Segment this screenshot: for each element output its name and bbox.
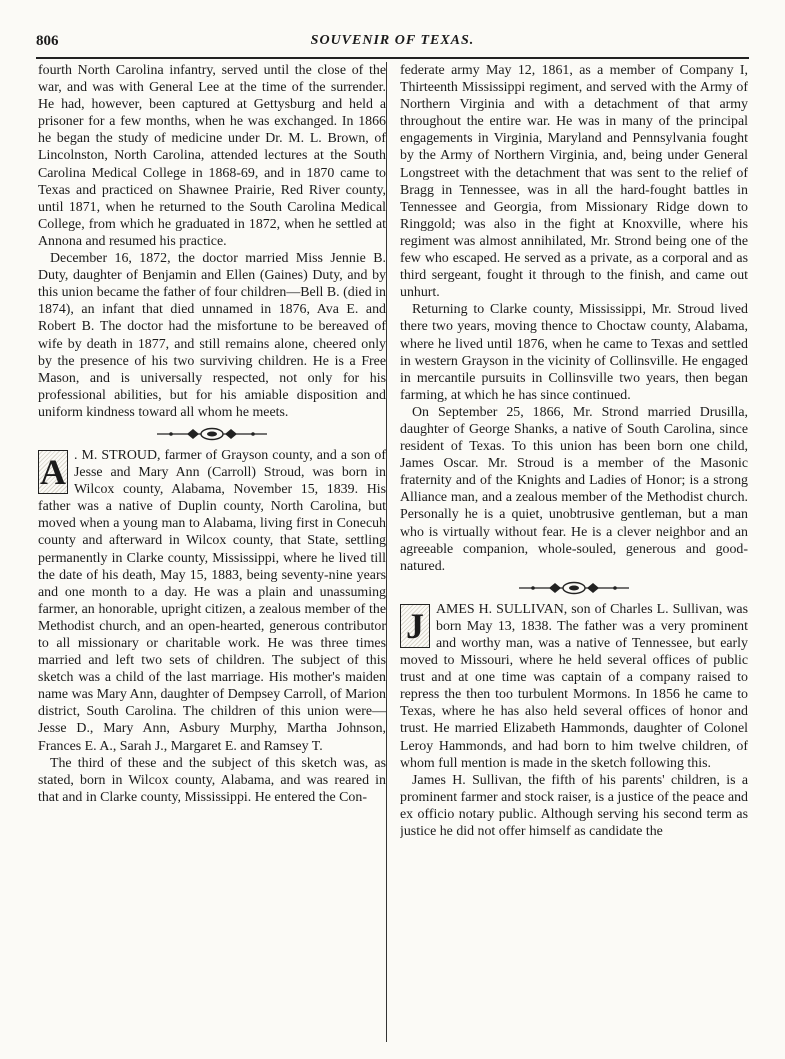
page-header bbox=[36, 33, 749, 59]
column-rule bbox=[386, 62, 387, 1042]
right-column bbox=[400, 62, 748, 1044]
sullivan-sketch bbox=[400, 601, 748, 772]
paragraph-sullivan-career: James H. Sullivan, the fifth of his parents' children, is a prominent farmer and stock raiser, is a justice of the peace and ex officio notary public. Although serving his second term as justice he did not offer himself as candidate the bbox=[400, 772, 748, 840]
paragraph-stroud-rearing: The third of these and the subject of this sketch was, as stated, born in Wilcox county, Alabama, and was reared in that and in Clarke county, Mississippi. He entered the Con- bbox=[38, 755, 386, 805]
paragraph-continued: fourth North Carolina infantry, served until the close of the war, and was with General Lee at the time of the surrender. He had, however, been captured at Gettysburg and held a prisoner for a few months, when he was exchanged. In 1866 he began the study of medicine under Dr. M. L. Brown, of Lincolnston, North Carolina, attended lectures at the South Carolina Medical College in 1868-69, and in 1870 came to Texas and practiced on Shawnee Prairie, Red River county, until 1871, when he returned to the South Carolina Medical College, from which he graduated in 1872, when he settled at Annona and resumed his practice. bbox=[38, 63, 386, 249]
paragraph-war-service: federate army May 12, 1861, as a member of Company I, Thirteenth Mississippi regiment, and served with the Army of Northern Virginia and with a detachment of that army throughout the entire war. He was in many of the principal engagements in Virginia, Maryland and Pennsylvania fought by the Army of Northern Virginia, and, being under General Longstreet with the detachment that was sent to the relief of Bragg in Tennessee, was in all the hard-fought battles in Tennessee and Georgia, from Missionary Ridge down to Ringgold; was also in the fight at Knoxville, where his regiment was almost annihilated, Mr. Strond being one of the few who escaped. He served as a private, as a corporal and as third sergeant, fought it through to the finish, and came out unhurt. bbox=[400, 63, 748, 301]
paragraph-return: Returning to Clarke county, Mississippi, Mr. Stroud lived there two years, moving thence to Choctaw county, Alabama, where he lived until 1876, when he came to Texas and settled in western Grayson in the vicinity of Collinsville. He engaged in mercantile pursuits in Collinsville two years, then began farming, at which he has since continued. bbox=[400, 302, 748, 403]
ornamental-divider bbox=[38, 421, 386, 447]
paragraph-stroud-intro: . M. STROUD, farmer of Grayson county, and a son of Jesse and Mary Ann (Carroll) Stroud, was born in Wilcox county, Alabama, November 15, 1839. His father was a native of Duplin county, North Carolina, but moved when a young man to Alabama, living first in Conecuh county and afterward in Wilcox county, that State, settling permanently in Clarke county, Mississippi, where he lived till the date of his death, May 15, 1883, being seventy-nine years and one month to a day. He was a plain and unassuming farmer, an honorable, upright citizen, a zealous member of the Methodist church, and an open-hearted, generous contributor to all missionary or charitable work. He was three times married and left two sets of children. The subject of this sketch was a child of the last marriage. His mother's maiden name was Mary Ann, daughter of Dempsey Carroll, of Marion district, South Carolina. The children of this union were—Jesse D., Mary Ann, Asbury Murphy, Martha Johnson, Frances E. A., Sarah J., Margaret E. and Ramsey T. bbox=[38, 447, 386, 754]
left-column bbox=[38, 62, 386, 1044]
stroud-sketch bbox=[38, 447, 386, 755]
paragraph-marriage: December 16, 1872, the doctor married Miss Jennie B. Duty, daughter of Benjamin and Ellen (Gaines) Duty, and by this union became the father of four children—Bell B. (died in 1874), an infant that died unnamed in 1876, Ava E. and Robert B. The doctor had the misfortune to be bereaved of wife by death in 1877, and still remains alone, cheered only by the presence of his two surviving children. He is a Free Mason, and is universally respected, not only for his professional abilities, but for his amiable disposition and uniform kindness toward all whom he meets. bbox=[38, 251, 386, 420]
drop-cap-initial: J bbox=[400, 604, 430, 648]
running-title: SOUVENIR OF TEXAS. bbox=[310, 33, 475, 48]
ornamental-divider bbox=[400, 575, 748, 601]
page-number: 806 bbox=[36, 33, 59, 49]
drop-cap-initial: A bbox=[40, 451, 66, 492]
paragraph-sullivan-intro: AMES H. SULLIVAN, son of Charles L. Sullivan, was born May 13, 1838. The father was a very prominent and worthy man, was a native of Tennessee, but early moved to Missouri, where he held several offices of public trust and at one time was captain of a company raised to repress the then too turbulent Mormons. In 1856 he came to Texas, where he has also held several offices of honor and trust. He married Elizabeth Hammonds, daughter of Colonel Leroy Hammonds, and had born to him twelve children, of whom full mention is made in the sketch following this. bbox=[400, 601, 748, 771]
paragraph-stroud-marriage: On September 25, 1866, Mr. Strond married Drusilla, daughter of George Shanks, a native of South Carolina, since resident of Texas. To this union has been born one child, James Oscar. Mr. Stroud is a member of the Masonic fraternity and of the Knights and Ladies of Honor; is a strong Alliance man, and a zealous member of the Methodist church. Personally he is a quiet, unobtrusive gentleman, but a man who is virtually without fear. He is a clever neighbor and an agreeable companion, whole-souled, generous and good-natured. bbox=[400, 404, 748, 574]
